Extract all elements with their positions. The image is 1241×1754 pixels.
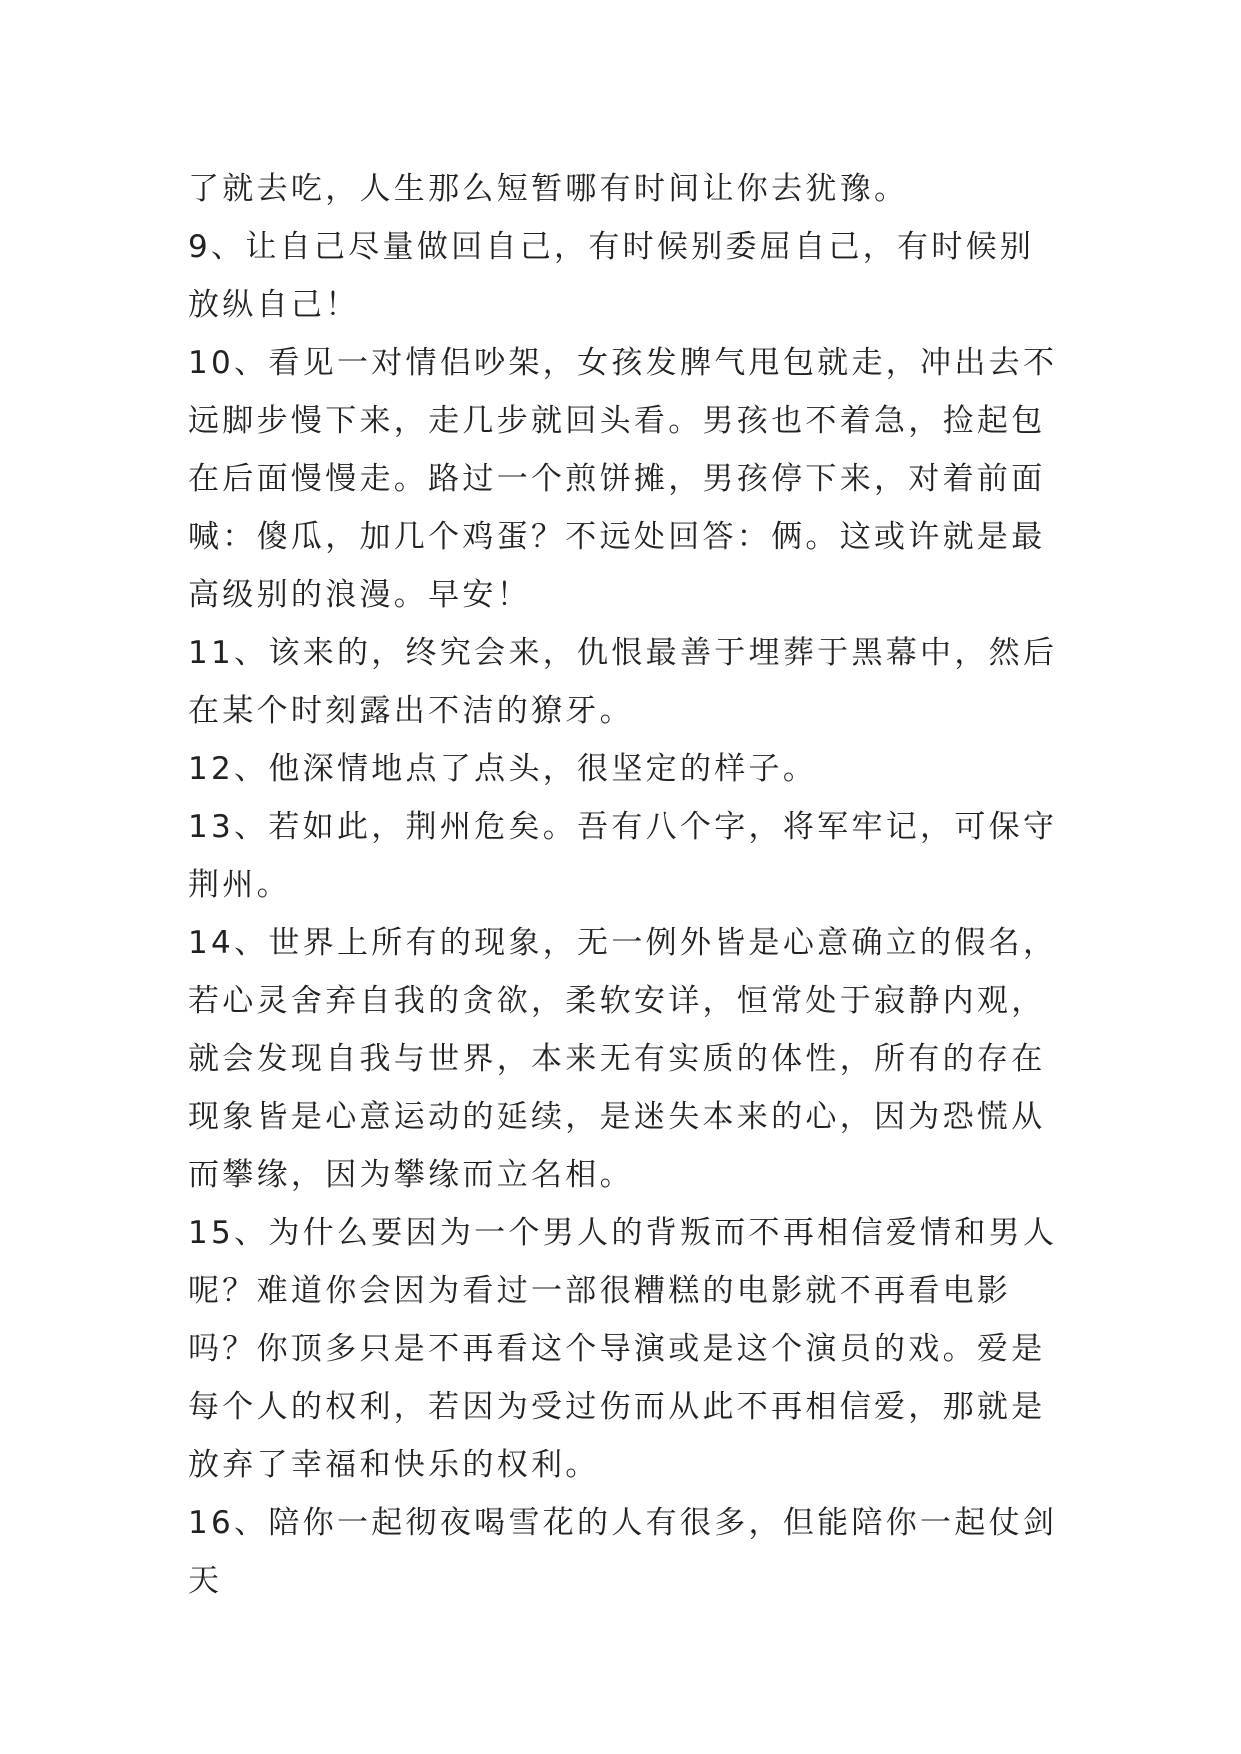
paragraph-item-13: 13、若如此，荆州危矣。吾有八个字，将军牢记，可保守荆州。 — [188, 809, 1058, 903]
paragraph-item-12: 12、他深情地点了点头，很坚定的样子。 — [188, 751, 818, 787]
paragraph-item-11: 11、该来的，终究会来，仇恨最善于埋葬于黑幕中，然后在某个时刻露出不洁的獠牙。 — [188, 635, 1058, 729]
document-body — [188, 160, 1058, 1610]
paragraph-item-15: 15、为什么要因为一个男人的背叛而不再相信爱情和男人呢？难道你会因为看过一部很糟糕的电影就不再看电影吗？你顶多只是不再看这个导演或是这个演员的戏。爱是每个人的权利，若因为受过伤而从此不再相信爱，那就是放弃了幸福和快乐的权利。 — [188, 1215, 1058, 1483]
paragraph-item-9: 9、让自己尽量做回自己，有时候别委屈自己，有时候别放纵自己！ — [188, 229, 1035, 323]
paragraph-item-16: 16、陪你一起彻夜喝雪花的人有很多，但能陪你一起仗剑天 — [188, 1505, 1058, 1599]
paragraph-continuation: 了就去吃，人生那么短暂哪有时间让你去犹豫。 — [188, 171, 909, 207]
paragraph-item-14: 14、世界上所有的现象，无一例外皆是心意确立的假名，若心灵舍弃自我的贪欲，柔软安详，恒常处于寂静内观，就会发现自我与世界，本来无有实质的体性，所有的存在现象皆是心意运动的延续，是迷失本来的心，因为恐慌从而攀缘，因为攀缘而立名相。 — [188, 925, 1058, 1193]
paragraph-item-10: 10、看见一对情侣吵架，女孩发脾气甩包就走，冲出去不远脚步慢下来，走几步就回头看。男孩也不着急，捡起包在后面慢慢走。路过一个煎饼摊，男孩停下来，对着前面喊：傻瓜，加几个鸡蛋？不远处回答：俩。这或许就是最高级别的浪漫。早安！ — [188, 345, 1058, 613]
